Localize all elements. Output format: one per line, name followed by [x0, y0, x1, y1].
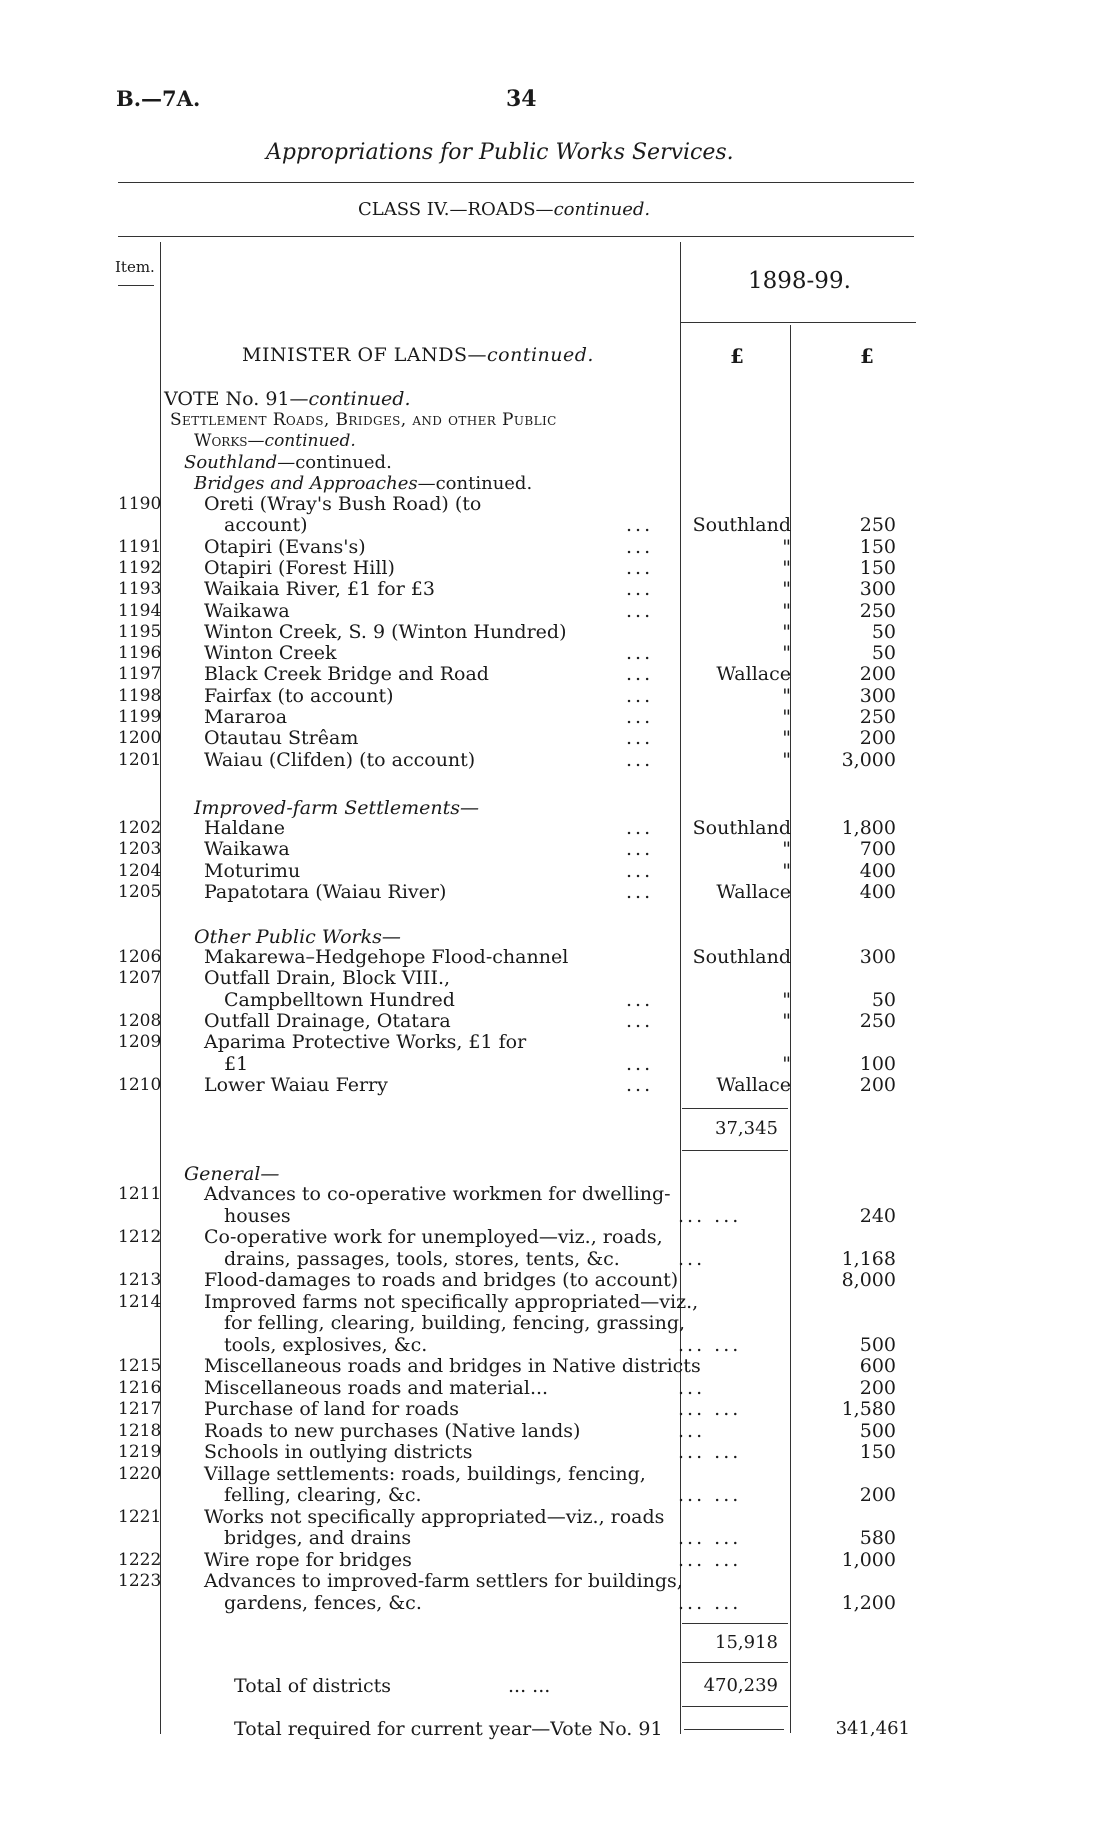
item-description: Winton Creek, S. 9 (Winton Hundred): [204, 620, 567, 643]
item-number: 1208: [118, 1010, 162, 1031]
total-required-amount: 341,461: [835, 1718, 910, 1739]
subtotal1-bottom-rule: [682, 1150, 788, 1151]
leader-dots: ... ...: [678, 1527, 742, 1549]
table-row: [118, 1571, 918, 1592]
item-number: 1204: [118, 860, 162, 881]
item-district: ": [782, 859, 791, 882]
item-number: 1215: [118, 1356, 162, 1376]
table-row: [118, 882, 918, 903]
item-number: 1201: [118, 749, 162, 770]
table-row: [118, 494, 918, 515]
item-district: ": [782, 838, 791, 861]
item-number: 1211: [118, 1184, 162, 1204]
item-amount: 240: [859, 1204, 896, 1227]
item-description: Waikawa: [204, 838, 290, 861]
subtotal2-bottom-rule: [682, 1662, 788, 1663]
table-row: [118, 1032, 918, 1053]
item-number: 1218: [118, 1420, 162, 1441]
leader-dots: ...: [626, 514, 654, 537]
item-description: Otautau Strêam: [204, 727, 359, 750]
settlement-heading-line1: Settlement Roads, Bridges, and other Public: [170, 410, 557, 430]
item-amount: 150: [859, 556, 896, 579]
subtotal-1: 37,345: [715, 1118, 778, 1139]
table-row: [118, 1378, 918, 1399]
item-amount: 200: [859, 1376, 896, 1399]
item-description: Lower Waiau Ferry: [204, 1073, 388, 1096]
table-row: [118, 1421, 918, 1442]
item-number: 1222: [118, 1549, 162, 1570]
table-row: [118, 643, 918, 664]
item-amount: 300: [859, 578, 896, 601]
table-row: [118, 1227, 918, 1248]
item-number: 1219: [118, 1442, 162, 1462]
item-district: ": [782, 684, 791, 707]
item-district: ": [782, 1009, 791, 1032]
leader-dots: ...: [626, 535, 654, 558]
item-district: ": [782, 556, 791, 579]
leader-dots: ...: [626, 1073, 654, 1096]
item-amount: 700: [859, 838, 896, 861]
item-description: Waikaia River, £1 for £3: [204, 578, 435, 601]
item-amount: 1,800: [841, 817, 896, 839]
table-row: [118, 579, 918, 600]
item-description: Outfall Drain, Block VIII.,: [204, 967, 451, 990]
item-amount: 300: [859, 684, 896, 707]
table-row: [118, 968, 918, 989]
table-row: [118, 622, 918, 643]
item-description: Moturimu: [204, 859, 301, 882]
item-district: Southland: [692, 946, 791, 968]
item-number: 1195: [118, 621, 162, 642]
item-number: 1206: [118, 947, 162, 967]
ministry-name: MINISTER OF LANDS—: [242, 344, 488, 366]
item-description: Advances to improved-farm settlers for buildings,: [204, 1570, 683, 1592]
item-amount: 50: [871, 642, 896, 665]
settlement-heading-line2: [194, 431, 356, 451]
item-amount: 1,580: [841, 1398, 896, 1420]
leader-dots: ... ...: [678, 1441, 742, 1463]
year-header-rule: [680, 322, 916, 323]
title-rule: [118, 182, 914, 183]
item-description: Campbelltown Hundred: [224, 988, 455, 1011]
item-header-underline: [118, 285, 154, 286]
item-district: ": [782, 1052, 791, 1075]
leader-dots: ... ...: [678, 1204, 742, 1227]
leader-dots: ...: [626, 748, 654, 771]
vote-cont: continued.: [308, 388, 411, 410]
currency-col2: £: [860, 344, 874, 368]
item-amount: 200: [859, 1073, 896, 1096]
item-number: 1198: [118, 685, 162, 706]
table-row: [118, 1399, 918, 1420]
item-amount: 150: [859, 535, 896, 558]
table-row: [118, 1528, 918, 1549]
item-number: 1192: [118, 557, 162, 578]
leader-dots: ...: [678, 1376, 706, 1399]
item-district: ": [782, 578, 791, 601]
item-amount: 100: [859, 1052, 896, 1075]
item-number: 1193: [118, 579, 162, 600]
total-districts-label: Total of districts: [234, 1675, 392, 1697]
item-amount: 200: [859, 727, 896, 750]
item-number: 1216: [118, 1377, 162, 1398]
subtotal-2: 15,918: [715, 1632, 778, 1653]
table-row: [118, 1507, 918, 1528]
item-description: Makarewa–Hedgehope Flood-channel: [204, 946, 569, 968]
table-row: [118, 1593, 918, 1614]
table-row: [118, 537, 918, 558]
item-amount: 1,168: [841, 1247, 896, 1270]
leader-dots: ...: [626, 727, 654, 750]
leader-dots: ...: [678, 1419, 706, 1442]
table-row: [118, 1292, 918, 1313]
item-description: Mararoa: [204, 706, 288, 728]
item-amount: 8,000: [841, 1269, 896, 1291]
class-title-cont: continued.: [553, 199, 651, 220]
table-row: [118, 1184, 918, 1205]
item-district: ": [782, 642, 791, 665]
leader-dots: ...: [626, 642, 654, 665]
item-number: 1210: [118, 1074, 162, 1095]
item-description: Co-operative work for unemployed—viz., roads,: [204, 1226, 663, 1248]
leader-dots: ...: [626, 706, 654, 728]
item-description: Advances to co-operative workmen for dwelling-: [204, 1183, 671, 1205]
leader-dots: ...: [626, 556, 654, 579]
leader-dots: ... ...: [678, 1398, 742, 1420]
table-row: [118, 818, 918, 839]
table-row: [118, 1485, 918, 1506]
item-district: Southland: [692, 514, 791, 537]
leader-dots: ...: [626, 578, 654, 601]
item-description: Waikawa: [204, 599, 290, 622]
item-number: 1207: [118, 968, 162, 989]
item-amount: 200: [859, 1484, 896, 1506]
table-row: [118, 1356, 918, 1377]
item-description: tools, explosives, &c.: [224, 1333, 428, 1356]
page-ref: B.—7A.: [116, 86, 201, 111]
table-row: [118, 839, 918, 860]
item-number: 1196: [118, 643, 162, 664]
leader-dots: ... ...: [678, 1484, 742, 1506]
item-description: Otapiri (Evans's): [204, 535, 366, 558]
item-number: 1212: [118, 1227, 162, 1247]
item-amount: 200: [859, 663, 896, 686]
item-number: 1223: [118, 1571, 162, 1591]
item-district: ": [782, 599, 791, 622]
item-number: 1217: [118, 1399, 162, 1419]
item-amount: 500: [859, 1419, 896, 1442]
table-row: [118, 1249, 918, 1270]
item-amount: 1,000: [841, 1548, 896, 1571]
item-amount: 250: [859, 1009, 896, 1032]
item-number: 1199: [118, 707, 162, 727]
table-row: [118, 1442, 918, 1463]
table-row: [118, 1270, 918, 1291]
page-title: Appropriations for Public Works Services.: [266, 140, 734, 165]
leader-dots: ...: [626, 684, 654, 707]
table-row: [118, 750, 918, 771]
item-description: Black Creek Bridge and Road: [204, 663, 489, 686]
item-description: Waiau (Clifden) (to account): [204, 748, 476, 771]
item-description: gardens, fences, &c.: [224, 1591, 422, 1614]
table-row: [118, 664, 918, 685]
subtotal1-top-rule: [682, 1108, 788, 1109]
ministry-heading: [242, 344, 594, 366]
item-amount: 300: [859, 946, 896, 968]
settlement-cont: continued.: [264, 431, 356, 451]
general-heading: General—: [184, 1163, 280, 1185]
item-description: Outfall Drainage, Otatara: [204, 1009, 451, 1032]
item-number: 1213: [118, 1270, 162, 1290]
item-district: ": [782, 535, 791, 558]
page-number: 34: [506, 86, 537, 112]
table-row: [118, 728, 918, 749]
item-amount: 580: [859, 1527, 896, 1549]
vote-label: VOTE No. 91—: [164, 388, 309, 410]
table-row: [118, 601, 918, 622]
item-district: ": [782, 706, 791, 728]
item-description: Roads to new purchases (Native lands): [204, 1419, 581, 1442]
leader-dots: ...: [626, 880, 654, 903]
item-description: Miscellaneous roads and bridges in Native districts: [204, 1355, 701, 1377]
item-number: 1205: [118, 881, 162, 902]
other-works-heading: Other Public Works—: [194, 926, 401, 948]
year-header: 1898-99.: [748, 268, 851, 294]
item-number: 1202: [118, 818, 162, 838]
improved-heading: Improved-farm Settlements—: [194, 797, 479, 819]
item-amount: 400: [859, 859, 896, 882]
table-row: [118, 1313, 918, 1334]
item-description: £1: [224, 1052, 249, 1075]
leader-dots: ...: [626, 663, 654, 686]
leader-dots: ...: [626, 1052, 654, 1075]
table-row: [118, 1011, 918, 1032]
item-description: Aparima Protective Works, £1 for: [204, 1031, 527, 1054]
table-row: [118, 558, 918, 579]
table-row: [118, 1075, 918, 1096]
item-number: 1209: [118, 1032, 162, 1053]
item-description: Papatotara (Waiau River): [204, 880, 447, 903]
total-districts-rule: [682, 1706, 788, 1707]
leader-dots: ... ...: [678, 1548, 742, 1571]
item-amount: 500: [859, 1333, 896, 1356]
leader-dots: ...: [626, 599, 654, 622]
item-district: ": [782, 620, 791, 643]
currency-col1: £: [730, 344, 744, 368]
leader-dots: ...: [626, 859, 654, 882]
bridges-heading: [194, 473, 532, 494]
table-row: [118, 707, 918, 728]
total-districts-dots: ... ...: [508, 1675, 551, 1697]
item-district: ": [782, 988, 791, 1011]
item-description: Works not specifically appropriated—viz., roads: [204, 1505, 665, 1528]
leader-dots: ...: [678, 1247, 706, 1270]
item-description: Haldane: [204, 817, 285, 839]
item-description: Wire rope for bridges: [204, 1548, 412, 1571]
southland-heading: [184, 452, 392, 473]
bridges-cont: continued.: [435, 473, 533, 494]
total-required-label: Total required for current year—Vote No. 91: [234, 1718, 663, 1740]
item-description: Village settlements: roads, buildings, fencing,: [204, 1462, 646, 1485]
item-description: Oreti (Wray's Bush Road) (to: [204, 493, 482, 515]
item-amount: 250: [859, 599, 896, 622]
table-row: [118, 947, 918, 968]
table-row: [118, 515, 918, 536]
table-row: [118, 861, 918, 882]
southland-label: Southland—: [184, 452, 296, 473]
leader-dots: ... ...: [678, 1333, 742, 1356]
item-number: 1197: [118, 664, 162, 685]
item-amount: 400: [859, 880, 896, 903]
table-row: [118, 1550, 918, 1571]
item-amount: 250: [859, 706, 896, 728]
leader-dots: ...: [626, 838, 654, 861]
item-column-header: Item.: [115, 258, 155, 276]
item-number: 1203: [118, 839, 162, 860]
item-amount: 150: [859, 1441, 896, 1463]
total-districts-amount: 470,239: [703, 1675, 778, 1696]
table-row: [118, 1054, 918, 1075]
southland-cont: continued.: [295, 452, 392, 473]
item-amount: 50: [871, 988, 896, 1011]
item-description: Improved farms not specifically appropriated—viz.,: [204, 1290, 699, 1313]
table-top-rule: [118, 236, 914, 237]
item-district: ": [782, 727, 791, 750]
item-district: Wallace: [716, 880, 791, 903]
leader-dots: ... ...: [678, 1591, 742, 1614]
item-description: Purchase of land for roads: [204, 1398, 460, 1420]
table-row: [118, 1464, 918, 1485]
item-description: Flood-damages to roads and bridges (to account): [204, 1269, 679, 1291]
item-number: 1221: [118, 1506, 162, 1527]
item-amount: 3,000: [841, 748, 896, 771]
total-required-dash: [684, 1729, 784, 1730]
item-number: 1200: [118, 728, 162, 749]
item-description: Fairfax (to account): [204, 684, 394, 707]
item-amount: 600: [859, 1355, 896, 1377]
item-amount: 50: [871, 620, 896, 643]
table-row: [118, 990, 918, 1011]
item-district: Wallace: [716, 663, 791, 686]
item-description: Schools in outlying districts: [204, 1441, 473, 1463]
item-district: Southland: [692, 817, 791, 839]
table-row: [118, 1206, 918, 1227]
item-number: 1191: [118, 536, 162, 557]
leader-dots: ...: [626, 988, 654, 1011]
table-row: [118, 686, 918, 707]
subtotal2-top-rule: [682, 1623, 788, 1624]
item-description: account): [224, 514, 308, 537]
item-description: for felling, clearing, building, fencing, grassing,: [224, 1312, 686, 1334]
item-description: Winton Creek: [204, 642, 337, 665]
bridges-label: Bridges and Approaches—: [194, 473, 436, 494]
item-description: Miscellaneous roads and material...: [204, 1376, 549, 1399]
leader-dots: ...: [626, 817, 654, 839]
item-number: 1220: [118, 1463, 162, 1484]
item-amount: 250: [859, 514, 896, 537]
class-title-main: CLASS IV.—ROADS—: [358, 199, 554, 220]
item-district: Wallace: [716, 1073, 791, 1096]
item-district: ": [782, 748, 791, 771]
ministry-cont: continued.: [487, 344, 594, 366]
class-title: [358, 199, 650, 220]
leader-dots: ...: [626, 1009, 654, 1032]
item-description: Otapiri (Forest Hill): [204, 556, 395, 579]
table-row: [118, 1335, 918, 1356]
item-number: 1190: [118, 494, 162, 514]
item-description: drains, passages, tools, stores, tents, &c.: [224, 1247, 620, 1270]
vote-heading: [164, 388, 411, 410]
item-number: 1214: [118, 1291, 162, 1312]
item-number: 1194: [118, 600, 162, 621]
settlement-works: Works—: [194, 431, 265, 451]
item-description: houses: [224, 1204, 291, 1227]
item-description: bridges, and drains: [224, 1527, 412, 1549]
item-description: felling, clearing, &c.: [224, 1484, 422, 1506]
item-amount: 1,200: [841, 1591, 896, 1614]
